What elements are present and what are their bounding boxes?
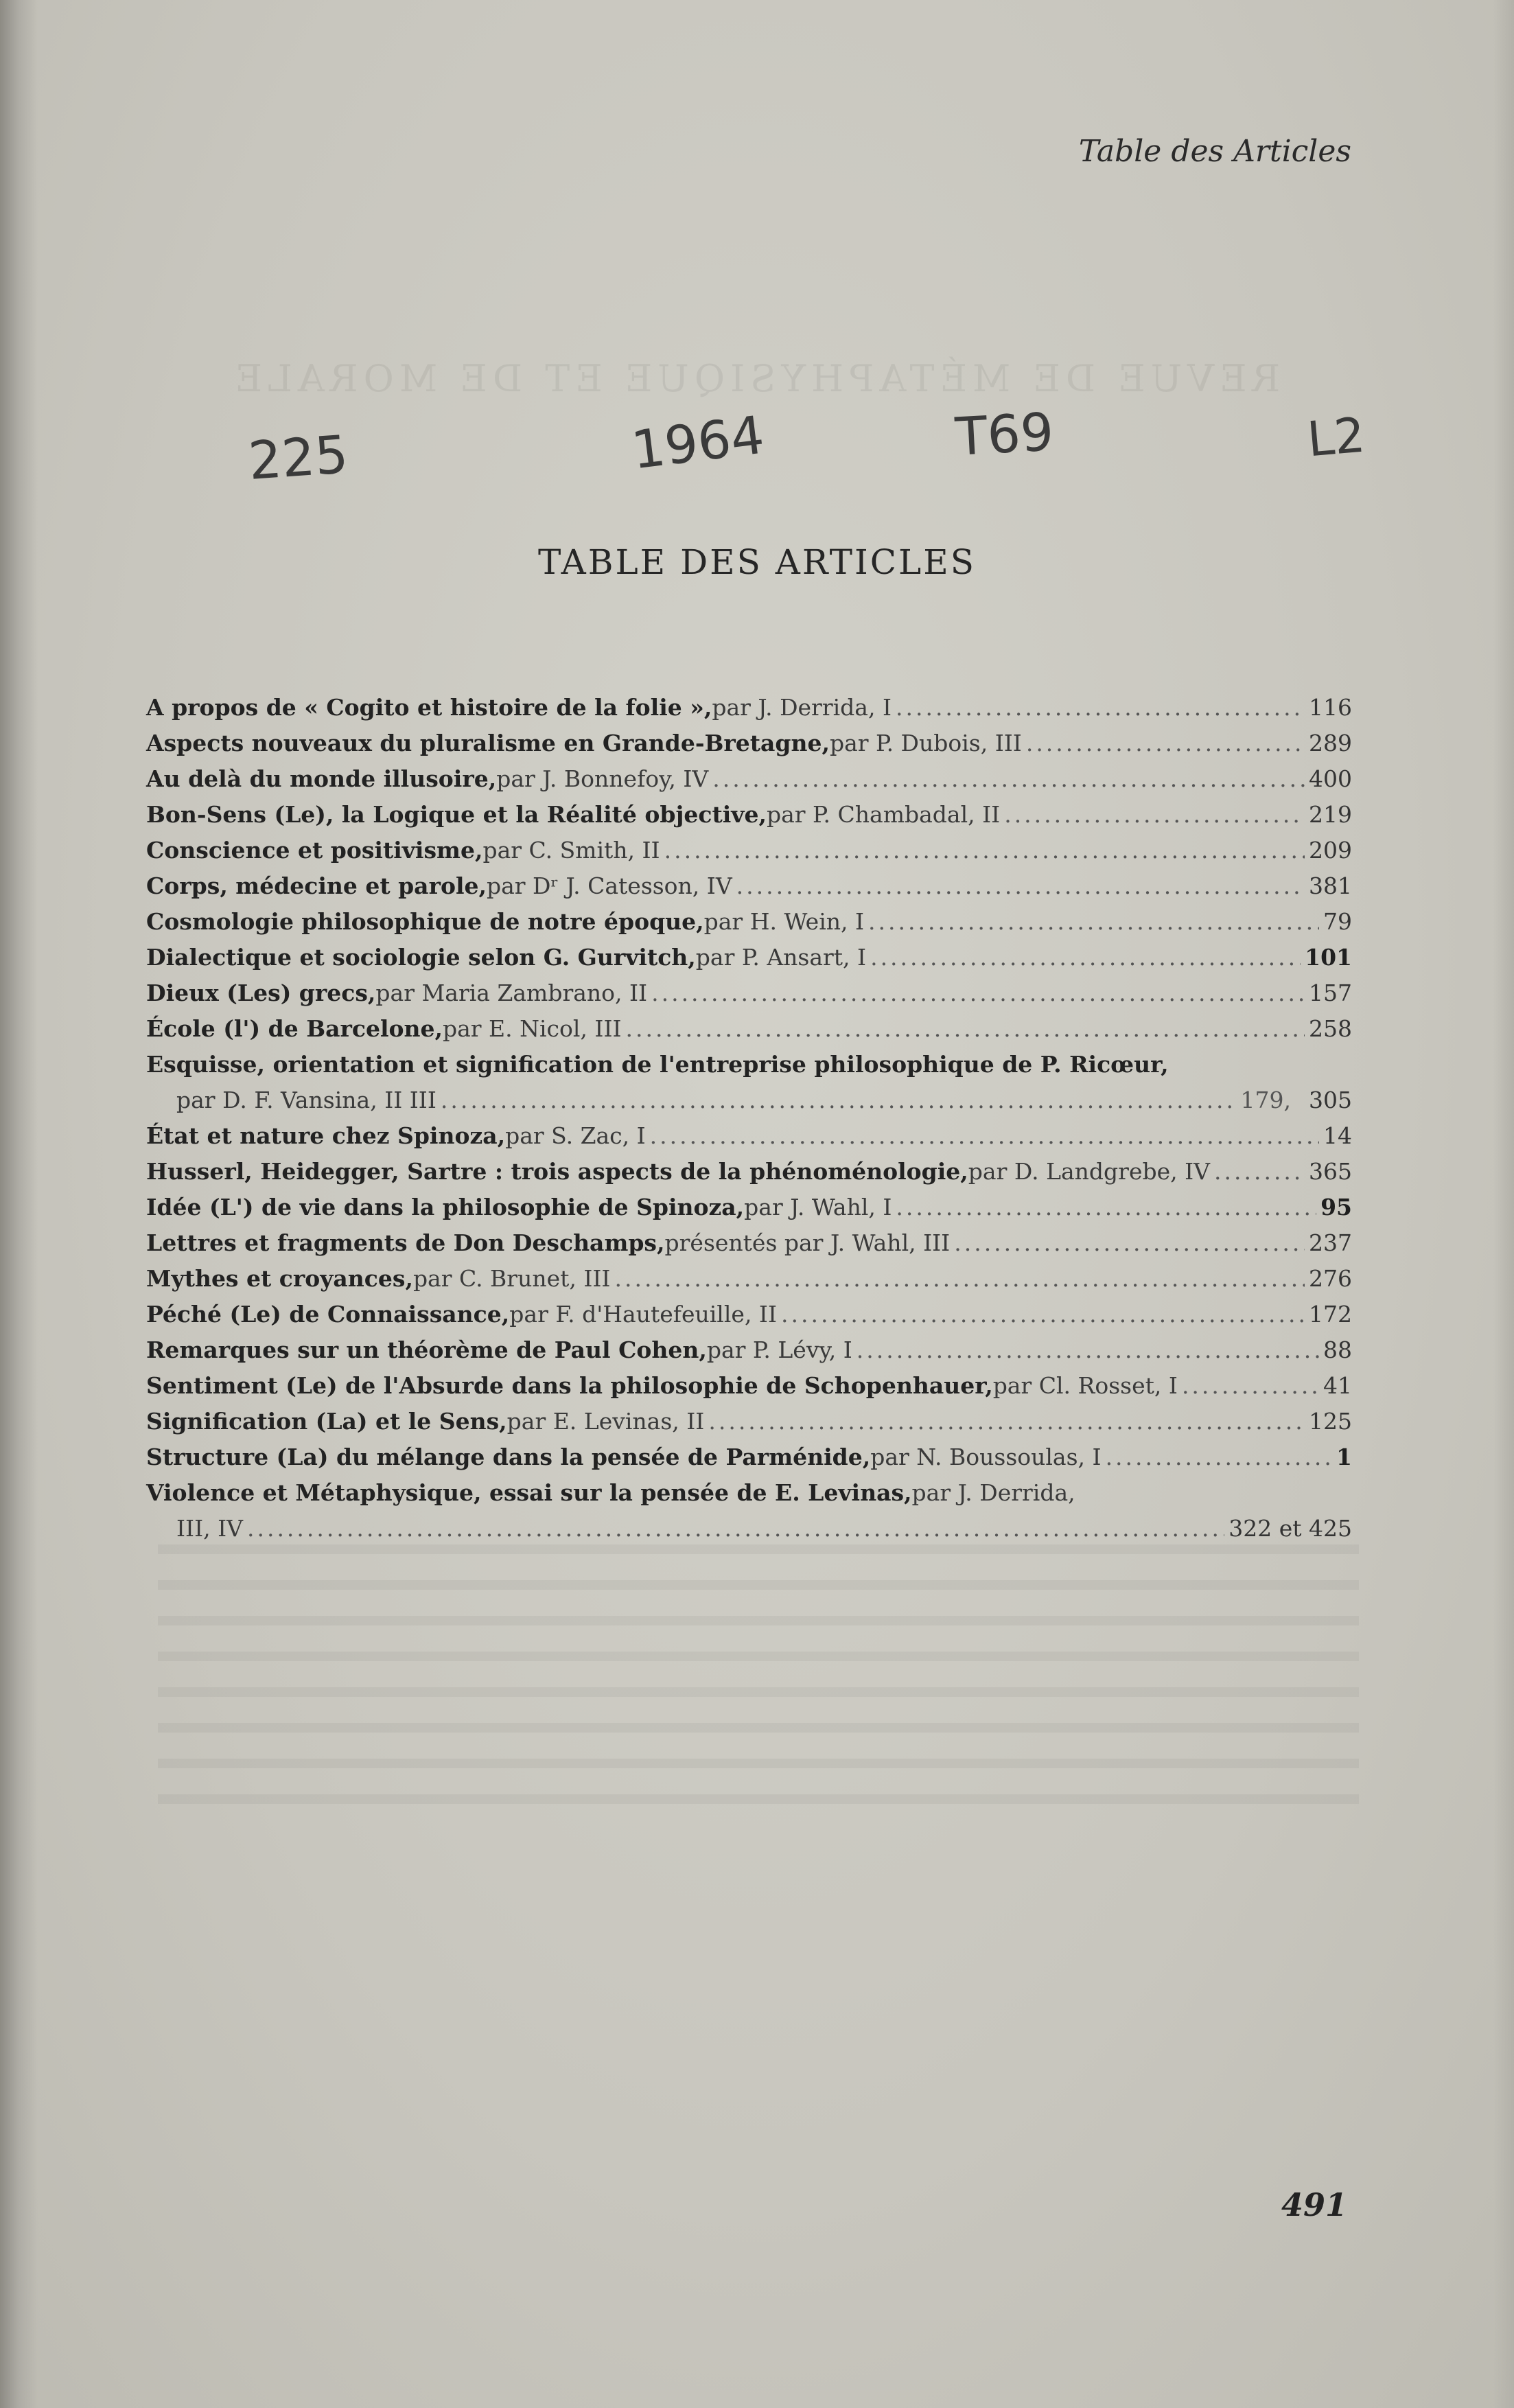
- entry-author: par D. Landgrebe, IV: [968, 1158, 1210, 1185]
- entry-page: 305: [1309, 1087, 1352, 1113]
- entry-title: École (l') de Barcelone,: [146, 1015, 443, 1042]
- entry-title: Dialectique et sociologie selon G. Gurvitch,: [146, 944, 696, 971]
- entry-page: 400: [1309, 765, 1352, 792]
- toc-entry: [146, 1261, 1352, 1297]
- toc-entry: [146, 940, 1352, 975]
- entry-title: Bon-Sens (Le), la Logique et la Réalité objective,: [146, 801, 767, 828]
- entry-title: Signification (La) et le Sens,: [146, 1408, 507, 1435]
- entry-title: Mythes et croyances,: [146, 1265, 413, 1292]
- toc-entry: [146, 1475, 1352, 1547]
- entry-title: Corps, médecine et parole,: [146, 872, 487, 899]
- entry-author: par Maria Zambrano, II: [375, 980, 648, 1006]
- dot-leader: [664, 833, 1305, 868]
- table-of-articles: [146, 690, 1352, 1547]
- entry-title: A propos de « Cogito et histoire de la folie »,: [146, 694, 712, 721]
- toc-entry: [146, 1011, 1352, 1047]
- entry-page: 101: [1305, 944, 1352, 971]
- dot-leader: [857, 1332, 1319, 1368]
- dot-leader: [896, 1190, 1316, 1225]
- dot-leader: [614, 1261, 1305, 1297]
- handwritten-note-2: 1964: [628, 404, 768, 481]
- dot-leader: [247, 1511, 1224, 1547]
- entry-page: 289: [1309, 730, 1352, 756]
- toc-entry: [146, 1225, 1352, 1261]
- handwritten-note-4: L2: [1305, 406, 1367, 468]
- entry-volumes: III, IV: [176, 1515, 243, 1542]
- entry-author: par P. Dubois, III: [829, 730, 1022, 756]
- dot-leader: [954, 1225, 1305, 1261]
- handwritten-note-3: T69: [953, 401, 1056, 467]
- page-title: TABLE DES ARTICLES: [538, 542, 976, 582]
- dot-leader: [651, 975, 1305, 1011]
- entry-author: par D. F. Vansina, II III: [176, 1087, 436, 1113]
- entry-author: par S. Zac, I: [505, 1122, 646, 1149]
- toc-entry: [146, 1154, 1352, 1190]
- entry-title: Sentiment (Le) de l'Absurde dans la philosophie de Schopenhauer,: [146, 1372, 993, 1399]
- entry-author: par J. Derrida, I: [712, 694, 892, 721]
- dot-leader: [441, 1083, 1237, 1118]
- entry-page: 95: [1320, 1194, 1352, 1220]
- entry-title: Idée (L') de vie dans la philosophie de Spinoza,: [146, 1194, 745, 1220]
- entry-page: 219: [1309, 801, 1352, 828]
- toc-entry: [146, 1332, 1352, 1368]
- dot-leader: [1026, 726, 1305, 761]
- entry-author: par C. Smith, II: [482, 837, 660, 864]
- entry-title: Aspects nouveaux du pluralisme en Grande-Bretagne,: [146, 730, 830, 756]
- toc-entry: [146, 904, 1352, 940]
- entry-page: 276: [1309, 1265, 1352, 1292]
- entry-title: Remarques sur un théorème de Paul Cohen,: [146, 1336, 707, 1363]
- entry-page: 322 et 425: [1228, 1515, 1352, 1542]
- dot-leader: [781, 1297, 1305, 1332]
- entry-page: 172: [1309, 1301, 1352, 1328]
- dot-leader: [868, 904, 1319, 940]
- toc-entry: [146, 1190, 1352, 1225]
- entry-title: Structure (La) du mélange dans la pensée de Parménide,: [146, 1444, 871, 1470]
- toc-entry: [146, 1118, 1352, 1154]
- dot-leader: [712, 761, 1305, 797]
- dot-leader: [870, 940, 1301, 975]
- dot-leader: [1182, 1368, 1319, 1404]
- entry-page: 116: [1309, 694, 1352, 721]
- entry-title: Cosmologie philosophique de notre époque,: [146, 908, 704, 935]
- entry-author: par F. d'Hautefeuille, II: [509, 1301, 777, 1328]
- page-edge: [1493, 0, 1514, 2408]
- entry-author: par J. Bonnefoy, IV: [496, 765, 709, 792]
- entry-page: 381: [1309, 872, 1352, 899]
- toc-entry: [146, 1404, 1352, 1439]
- dot-leader: [896, 690, 1305, 726]
- entry-author: par J. Wahl, I: [744, 1194, 892, 1220]
- entry-title: État et nature chez Spinoza,: [146, 1122, 506, 1149]
- dot-leader: [626, 1011, 1305, 1047]
- toc-entry: [146, 1439, 1352, 1475]
- entry-page: 41: [1323, 1372, 1352, 1399]
- toc-entry: [146, 833, 1352, 868]
- entry-author: par P. Chambadal, II: [766, 801, 1001, 828]
- entry-page: 209: [1309, 837, 1352, 864]
- entry-page-first: 179,: [1240, 1087, 1291, 1113]
- entry-author: par H. Wein, I: [703, 908, 865, 935]
- entry-page: 1: [1336, 1444, 1352, 1470]
- entry-title: Au delà du monde illusoire,: [146, 765, 497, 792]
- toc-entry: [146, 690, 1352, 726]
- bleed-through-text: REVUE DE MÉTAPHYSIQUE ET DE MORALE: [229, 357, 1281, 400]
- page-number: 491: [1281, 2186, 1347, 2223]
- entry-page: 88: [1323, 1336, 1352, 1363]
- entry-title: Husserl, Heidegger, Sartre : trois aspects de la phénoménologie,: [146, 1158, 968, 1185]
- toc-entry: [146, 761, 1352, 797]
- dot-leader: [1106, 1439, 1332, 1475]
- toc-entry: [146, 1297, 1352, 1332]
- dot-leader: [736, 868, 1305, 904]
- entry-page: 125: [1309, 1408, 1352, 1435]
- entry-title: Conscience et positivisme,: [146, 837, 483, 864]
- entry-title: Violence et Métaphysique, essai sur la pensée de E. Levinas,: [146, 1479, 912, 1506]
- entry-page: 79: [1323, 908, 1352, 935]
- binding-shadow: [0, 0, 38, 2408]
- toc-entry: [146, 797, 1352, 833]
- dot-leader: [650, 1118, 1319, 1154]
- entry-author: par Cl. Rosset, I: [992, 1372, 1178, 1399]
- entry-author: par E. Nicol, III: [442, 1015, 622, 1042]
- toc-entry: [146, 868, 1352, 904]
- entry-page: 157: [1309, 980, 1352, 1006]
- dot-leader: [1004, 797, 1305, 833]
- entry-title: Lettres et fragments de Don Deschamps,: [146, 1229, 665, 1256]
- toc-entry: [146, 726, 1352, 761]
- toc-entry: [146, 1368, 1352, 1404]
- entry-page: 237: [1309, 1229, 1352, 1256]
- entry-author: par P. Ansart, I: [695, 944, 867, 971]
- running-head: Table des Articles: [1078, 134, 1351, 169]
- entry-author: par E. Levinas, II: [506, 1408, 705, 1435]
- toc-entry: [146, 1047, 1352, 1118]
- entry-title: Dieux (Les) grecs,: [146, 980, 376, 1006]
- handwritten-note-1: 225: [246, 424, 350, 491]
- dot-leader: [708, 1404, 1305, 1439]
- entry-title: Esquisse, orientation et signification de l'entreprise philosophique de P. Ricœur,: [146, 1051, 1169, 1078]
- entry-author: par P. Lévy, I: [706, 1336, 852, 1363]
- entry-page: 14: [1323, 1122, 1352, 1149]
- entry-author: par N. Boussoulas, I: [870, 1444, 1102, 1470]
- dot-leader: [1214, 1154, 1305, 1190]
- toc-entry: [146, 975, 1352, 1011]
- entry-page: 258: [1309, 1015, 1352, 1042]
- entry-author: par Dʳ J. Catesson, IV: [486, 872, 732, 899]
- bleed-through-lines: [158, 1544, 1359, 1805]
- entry-author: présentés par J. Wahl, III: [664, 1229, 951, 1256]
- entry-author: par J. Derrida,: [911, 1479, 1075, 1506]
- entry-page: 365: [1309, 1158, 1352, 1185]
- entry-title: Péché (Le) de Connaissance,: [146, 1301, 510, 1328]
- entry-author: par C. Brunet, III: [412, 1265, 611, 1292]
